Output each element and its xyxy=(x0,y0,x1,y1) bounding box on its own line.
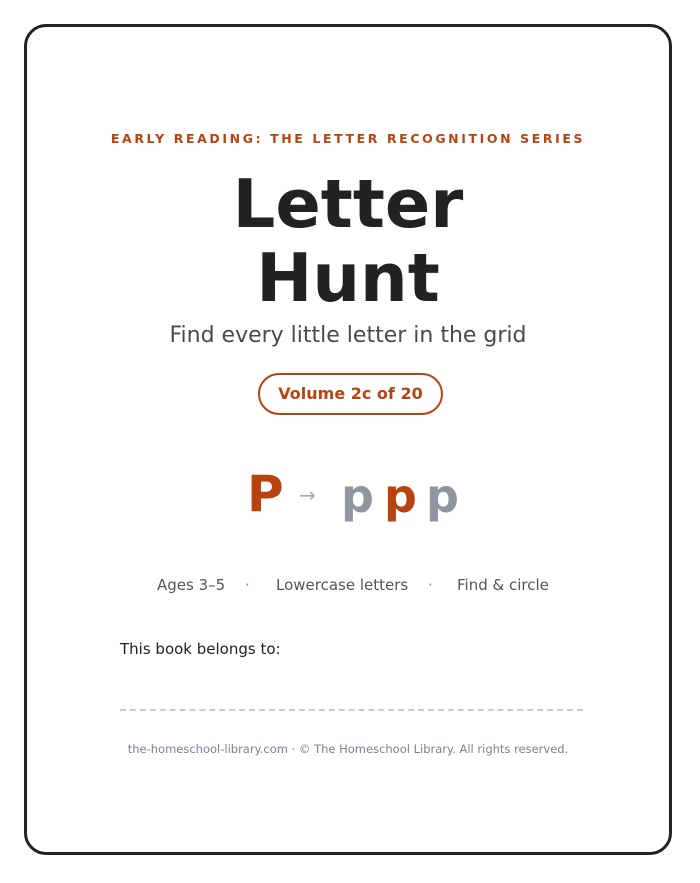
lowercase-letter-2: p xyxy=(384,469,417,523)
cover-card xyxy=(24,24,672,855)
arrow-right-icon: → xyxy=(299,483,316,507)
uppercase-letter: P xyxy=(247,465,284,523)
meta-ages: Ages 3–5 xyxy=(157,576,226,594)
title-line-2: Hunt xyxy=(256,239,440,317)
owner-label: This book belongs to: xyxy=(120,640,281,658)
lowercase-letter-3: p xyxy=(426,469,459,523)
footer-text: the-homeschool-library.com · © The Homeschool Library. All rights reserved. xyxy=(127,742,569,756)
owner-name-line[interactable] xyxy=(120,709,583,711)
meta-type: Lowercase letters xyxy=(276,576,409,594)
letter-illustration xyxy=(27,465,669,535)
meta-separator-2: · xyxy=(428,576,433,594)
meta-activity: Find & circle xyxy=(457,576,549,594)
lowercase-letter-1: p xyxy=(341,469,374,523)
book-title xyxy=(27,167,669,315)
volume-badge: Volume 2c of 20 xyxy=(258,373,443,415)
title-line-1: Letter xyxy=(232,165,464,243)
series-label: EARLY READING: THE LETTER RECOGNITION SERIES xyxy=(110,131,586,146)
meta-separator-1: · xyxy=(245,576,250,594)
subtitle: Find every little letter in the grid xyxy=(169,323,527,348)
